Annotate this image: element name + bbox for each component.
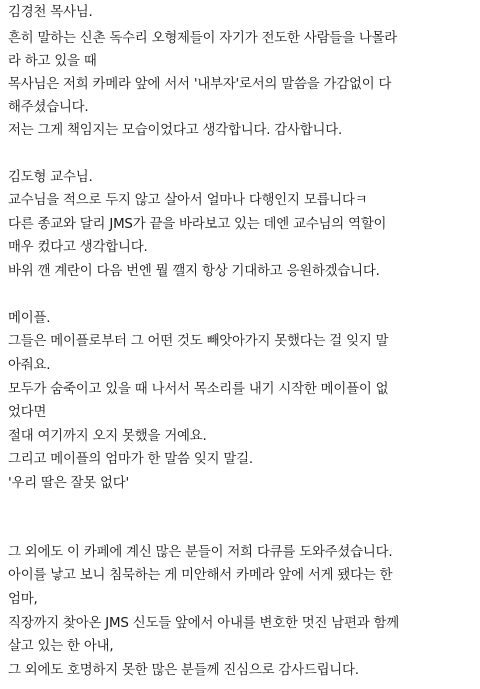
text-line: 엄마,	[8, 592, 38, 607]
text-line: 모두가 숨죽이고 있을 때 나서서 목소리를 내기 시작한 메이플이 없	[8, 382, 389, 397]
text-line: 바위 깬 계란이 다음 번엔 뭘 깰지 항상 기대하고 응원하겠습니다.	[8, 264, 380, 279]
text-line: 아줘요.	[8, 358, 51, 373]
text-line: 다른 종교와 달리 JMS가 끝을 바라보고 있는 데엔 교수님의 역할이	[8, 217, 387, 232]
text-line: 메이플.	[8, 311, 51, 326]
text-line: 매우 컸다고 생각합니다.	[8, 240, 148, 255]
text-line: 흔히 말하는 신촌 독수리 오형제들이 자기가 전도한 사람들을 나몰라	[8, 31, 398, 46]
text-line: 었다면	[8, 405, 47, 420]
text-line: 그들은 메이플로부터 그 어떤 것도 빼앗아가지 못했다는 걸 잊지 말	[8, 334, 389, 349]
text-line: 교수님을 적으로 두지 않고 살아서 얼마나 다행인지 모릅니다ㅋ	[8, 193, 368, 208]
text-line: 절대 여기까지 오지 못했을 거예요.	[8, 429, 207, 444]
text-line: '우리 딸은 잘못 없다'	[8, 476, 130, 491]
text-line: 라 하고 있을 때	[8, 54, 97, 69]
text-line: 그리고 메이플의 엄마가 한 말씀 잊지 말길.	[8, 452, 253, 467]
text-line: 아이를 낳고 보니 침묵하는 게 미안해서 카메라 앞에 서게 됐다는 한	[8, 568, 393, 583]
text-line: 저는 그게 책임지는 모습이었다고 생각합니다. 감사합니다.	[8, 123, 343, 138]
text-line: 김경천 목사님.	[8, 5, 93, 20]
text-line: 직장까지 찾아온 JMS 신도들 앞에서 아내를 변호한 멋진 남편과 함께	[8, 616, 400, 631]
text-line: 목사님은 저희 카메라 앞에 서서 '내부자'로서의 말씀을 가감없이 다	[8, 77, 392, 92]
text-line: 그 외에도 이 카페에 계신 많은 분들이 저희 다큐를 도와주셨습니다.	[8, 545, 393, 560]
text-line: 김도형 교수님.	[8, 170, 93, 185]
text-line: 해주셨습니다.	[8, 100, 89, 115]
text-line: 그 외에도 호명하지 못한 많은 분들께 진심으로 감사드립니다.	[8, 663, 359, 678]
text-line: 살고 있는 한 아내,	[8, 639, 114, 654]
